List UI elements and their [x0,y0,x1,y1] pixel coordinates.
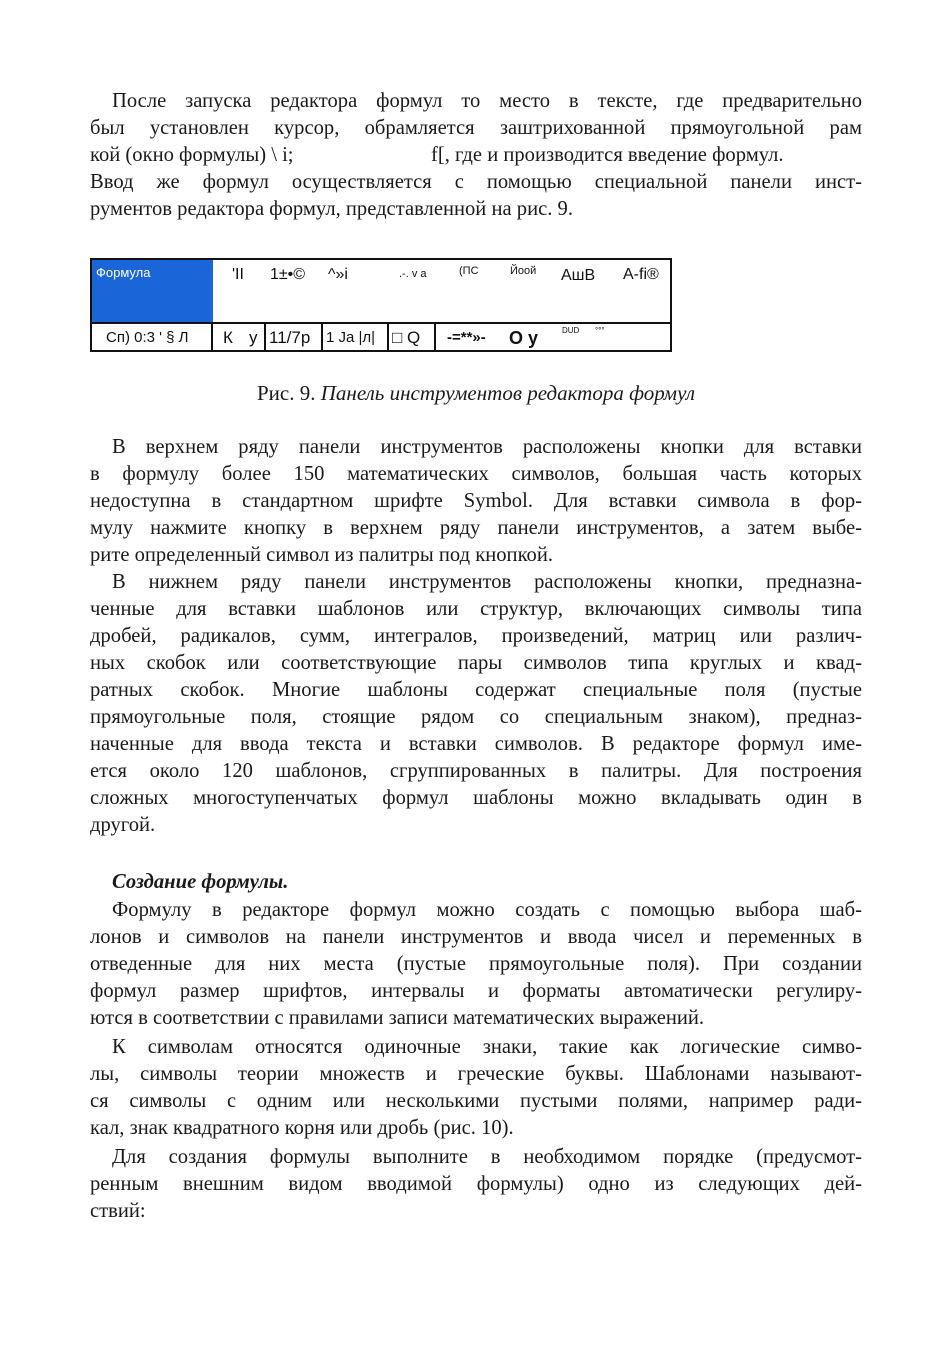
sets-button[interactable]: (ПС [459,265,479,277]
text-line: ются в соответствии с правилами записи математических выражений. [90,1007,705,1029]
text-line [90,142,862,169]
text-line: был установлен курсор, обрамляется заштрихованной прямоугольной рам [90,117,862,139]
text-line: в формулу более 150 математических символов, большая часть которых [90,463,862,485]
toolbar-title: Формула [92,260,213,322]
text-line: лы, символы теории множеств и греческие буквы. Шаблонами называют- [90,1063,862,1085]
labeled-arrows-template-button[interactable]: O y [509,328,539,348]
text-line: сложных многоступенчатых формул шаблоны можно вкладывать один в [90,787,862,809]
brackets-template-button[interactable]: Сп) 0:3 ' § Л [92,324,213,352]
text-line: мулу нажмите кнопку в верхнем ряду панели инструментов, а затем выбе- [90,517,862,539]
products-template-button[interactable]: DUD [562,326,580,335]
text-line: ных скобок или соответствующие пары символов типа круглых и квад- [90,652,862,674]
text-line: рите определенный символ из палитры под кнопкой. [90,544,553,566]
text-line: Формулу в редакторе формул можно создать с помощью выбора шаб- [112,899,862,921]
misc-symbols-button[interactable]: Йоой [510,265,537,277]
operators-button[interactable]: 1±•© [270,266,306,283]
formula-editor-toolbar [90,258,672,352]
text-line: ченные для вставки шаблонов или структур, включающих символы типа [90,598,862,620]
text-line: ствий: [90,1200,146,1222]
sums-template-button[interactable]: 11/7р [266,324,323,352]
text-line: отведенные для них места (пустые прямоугольные поля). При создании [90,953,862,975]
text-line: ренным внешним видом вводимой формулы) одно из следующих дей- [90,1173,862,1195]
text-line: ратных скобок. Многие шаблоны содержат специальные поля (пустые [90,679,862,701]
scripts-template-button[interactable]: у [246,324,266,352]
caption-text: Панель инструментов редактора формул [320,381,695,405]
caption-label: Рис. 9. [257,381,316,405]
section-heading: Создание формулы. [112,871,289,893]
text-line: рументов редактора формул, представленной на рис. 9. [90,198,573,220]
text-line: После запуска редактора формул то место в тексте, где предварительно [112,90,862,112]
text-line: дробей, радикалов, сумм, интегралов, произведений, матриц или различ- [90,625,862,647]
text-line: ся символы с одним или несколькими пустыми полями, например ради- [90,1090,862,1112]
relations-button[interactable]: 'II [232,266,244,283]
greek-uppercase-button[interactable]: A-fi® [623,266,659,283]
integrals-template-button[interactable]: 1 Ja |л| [323,324,389,352]
text-line: К символам относятся одиночные знаки, такие как логические симво- [112,1036,862,1058]
text-line: лонов и символов на панели инструментов и ввода чисел и переменных в [90,926,862,948]
text-line: кал, знак квадратного корня или дробь (рис. 10). [90,1117,514,1139]
underbar-template-button[interactable]: -=**»- [447,329,486,346]
paragraph-symbols-templates [90,1034,862,1142]
arrows-button[interactable]: ^»i [328,266,348,283]
matrices-template-button[interactable]: □ Q [389,324,436,352]
greek-lowercase-button[interactable]: АшВ [561,267,596,284]
text-line: В нижнем ряду панели инструментов расположены кнопки, предназна- [112,571,862,593]
text-line: недоступна в стандартном шрифте Symbol. Для вставки символа в фор- [90,490,862,512]
text-line: прямоугольные поля, стоящие рядом со специальным знаком), предназ- [90,706,862,728]
text-line: наченные для ввода текста и вставки символов. В редакторе формул име- [90,733,862,755]
text-line: ется около 120 шаблонов, сгруппированных в палитры. Для построения [90,760,862,782]
text-line: другой. [90,814,156,836]
toolbar-symbols-row [92,260,670,322]
paragraph-bottom-row [90,569,862,839]
paragraph-top-row [90,434,862,569]
logic-button[interactable]: .-. v a [399,268,427,280]
text-line: В верхнем ряду панели инструментов расположены кнопки для вставки [112,436,862,458]
text-fragment: кой (окно формулы) \ i; [90,144,294,166]
fractions-template-button[interactable]: К [223,328,233,347]
figure-caption [90,379,862,407]
text-fragment: f[, где и производится введение формул. [431,144,784,166]
paragraph-actions [90,1144,862,1225]
paragraph-create-formula [90,897,862,1032]
intro-paragraph [90,88,862,223]
text-line: Для создания формулы выполните в необходимом порядке (предусмот- [112,1146,862,1168]
toolbar-templates-row [92,322,670,352]
text-line: формул размер шрифтов, интервалы и форматы автоматически регулиру- [90,980,862,1002]
boxes-template-button[interactable]: °°° [595,326,605,335]
text-line: Ввод же формул осуществляется с помощью специальной панели инст- [90,171,862,193]
